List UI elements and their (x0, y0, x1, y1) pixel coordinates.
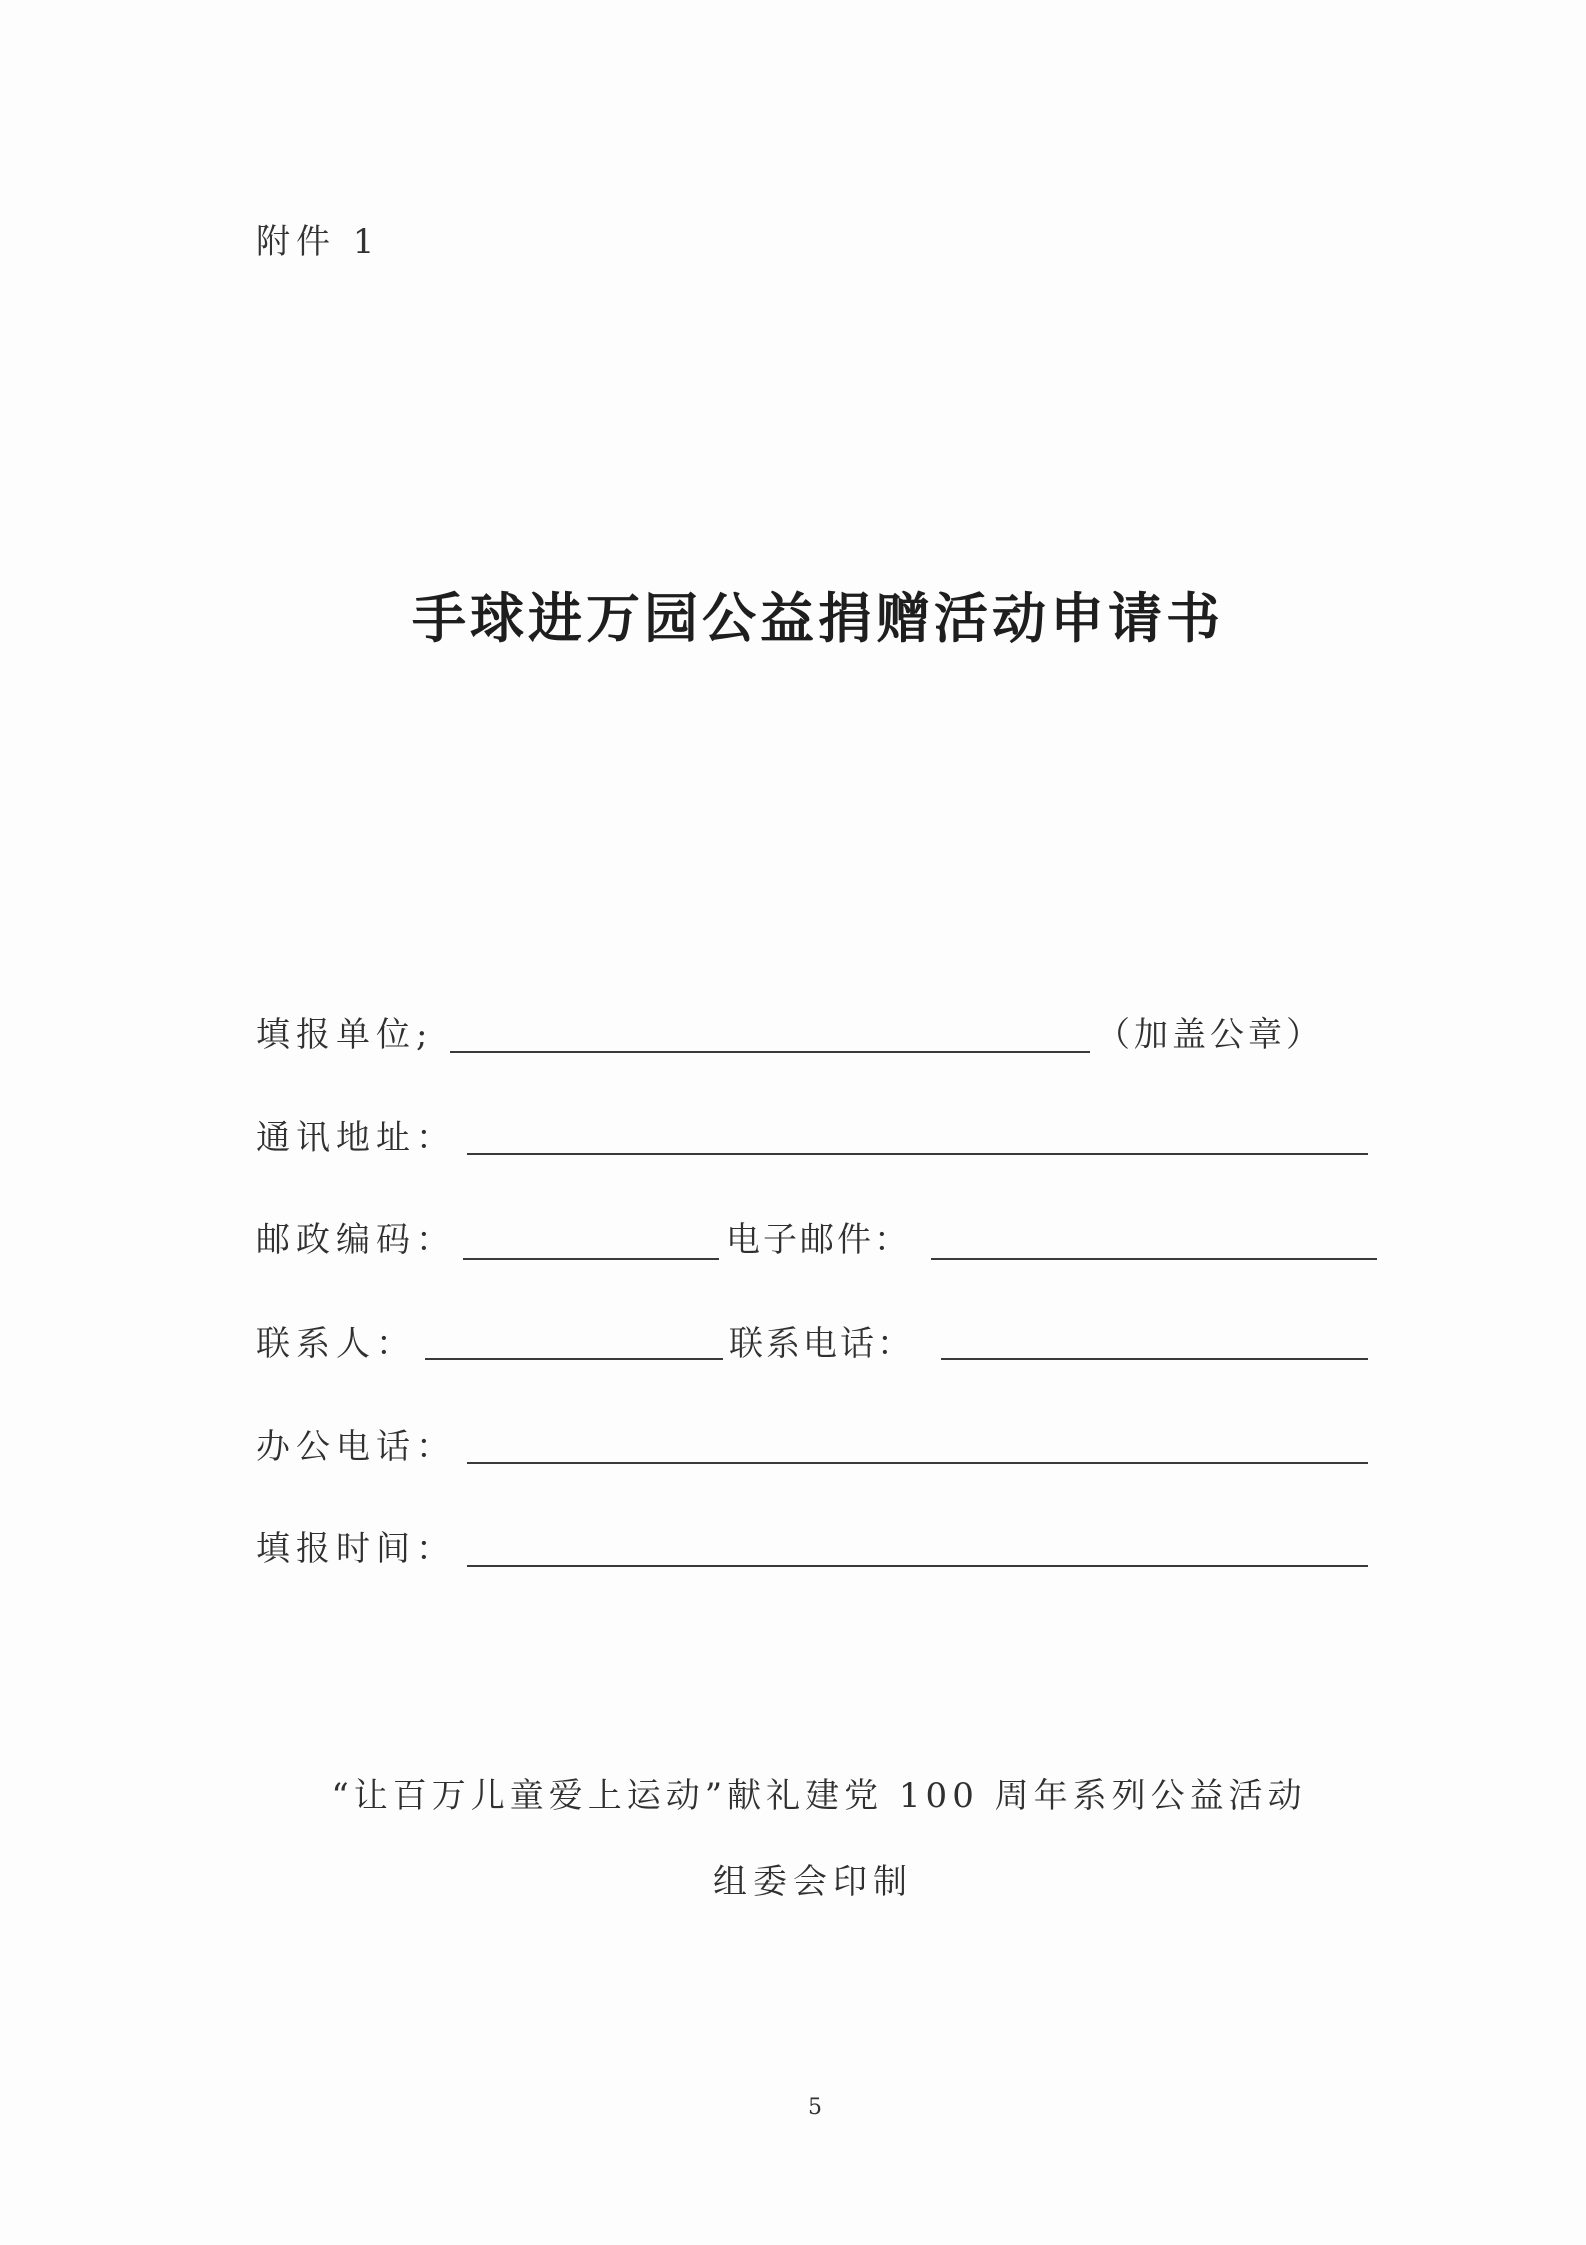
unit-field-line (450, 1051, 1090, 1053)
unit-label: 填报单位; (256, 1015, 434, 1055)
email-field-line (931, 1258, 1377, 1260)
postcode-field-line (463, 1258, 719, 1260)
office-phone-field-line (467, 1462, 1368, 1464)
email-label: 电子邮件： (726, 1220, 911, 1260)
contact-phone-field-line (941, 1358, 1368, 1360)
footer-printed-by: 组委会印制 (713, 1862, 913, 1902)
attachment-label: 附件 1 (256, 222, 381, 262)
office-phone-label: 办公电话： (256, 1427, 456, 1467)
address-field-line (467, 1153, 1368, 1155)
document-title: 手球进万园公益捐赠活动申请书 (412, 587, 1224, 650)
seal-note: （加盖公章） (1096, 1015, 1324, 1055)
date-label: 填报时间： (256, 1529, 456, 1569)
address-label: 通讯地址： (256, 1118, 456, 1158)
contact-phone-label: 联系电话： (729, 1324, 914, 1364)
footer-organizer-line: “让百万儿童爱上运动”献礼建党 100 周年系列公益活动 (331, 1776, 1307, 1816)
date-field-line (467, 1565, 1368, 1567)
contact-label: 联系人： (256, 1324, 416, 1364)
contact-field-line (425, 1358, 723, 1360)
postcode-label: 邮政编码： (256, 1220, 456, 1260)
page-number: 5 (808, 2095, 822, 2120)
